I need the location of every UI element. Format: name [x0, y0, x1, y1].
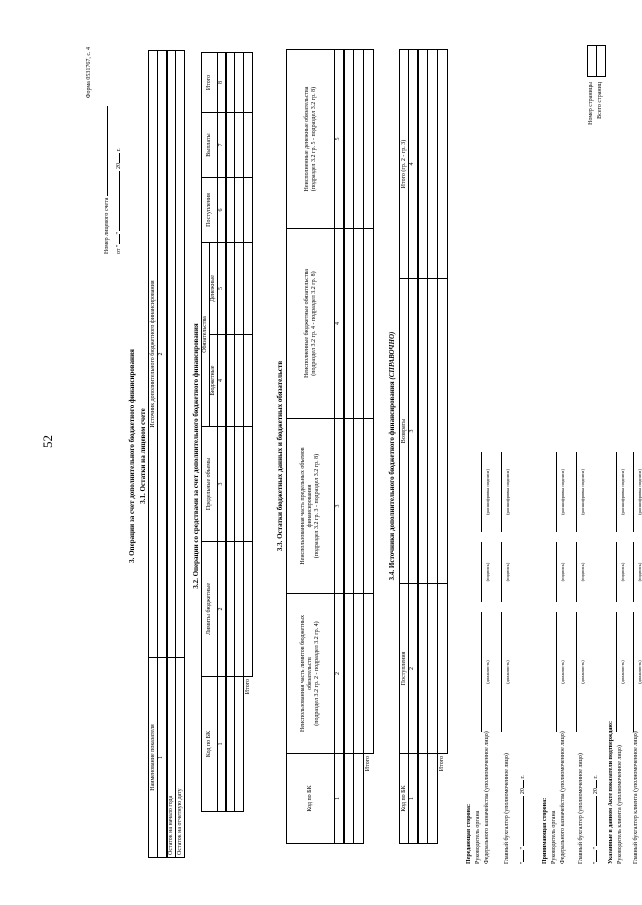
sig-signature-5: (подпись) — [613, 542, 625, 602]
s31-num-1: 1 — [158, 658, 167, 858]
s33-title: 3.3. Остатки бюджетных данных и бюджетных обязательств — [276, 360, 284, 552]
sig-decoding-2: (расшифровка подписи) — [498, 452, 510, 532]
s31-table — [148, 50, 185, 858]
form-code: Форма 0531767, с. 4 — [86, 47, 92, 99]
account-number-label: Номер лицевого счета — [104, 106, 111, 254]
chief-acc-client: Главный бухгалтер клиента (уполномоченное лицо) — [633, 731, 639, 864]
s32-head-code: Код по БК — [202, 677, 218, 812]
sig-signature-3: (подпись) — [553, 542, 565, 602]
rotated-document — [68, 40, 642, 872]
s34-itogo: Итого — [439, 756, 446, 772]
s32-head-limits: Лимиты бюджетные — [202, 542, 218, 677]
s34-head-total: Итого (гр. 2 - гр. 3) — [400, 50, 409, 279]
s32-head-volumes: Предельные объемы — [202, 427, 218, 542]
chief-acc-1: Главный бухгалтер (уполномоченное лицо) — [504, 753, 510, 864]
sig-signature-4: (подпись) — [573, 542, 585, 602]
s32-head-total: Итого — [202, 53, 218, 113]
confirm-label: Указанные в данном Акте показатели подтверждаю: — [608, 720, 614, 864]
sig-position-1: (должность) — [478, 612, 490, 732]
s33-head-c4: Неисполненные бюджетные обязательства (подраздел 3.2 гр. 4 - подраздел 3.2 гр. 8) — [287, 229, 335, 419]
s32-head-budget: Бюджетные — [210, 335, 218, 427]
s31-row-start: Остаток на начало года — [167, 658, 176, 858]
sig-signature-2: (подпись) — [498, 542, 510, 602]
s34-head-code: Код по БК — [400, 754, 409, 844]
sig-decoding-6: (расшифровка подписи) — [630, 452, 642, 532]
s31-head-1: Наименование показателя — [149, 658, 158, 858]
sig-position-2: (должность) — [498, 612, 510, 732]
page-number: 52 — [40, 435, 55, 448]
head-client: Руководитель клиента (уполномоченное лицо) — [617, 745, 623, 864]
receiving-label: Принимающая сторона: — [542, 797, 548, 864]
fed-treasury-1: Федерального казначейства (уполномоченное лицо) — [484, 731, 490, 864]
sig-decoding-1: (расшифровка подписи) — [478, 452, 490, 532]
sig-position-6: (должность) — [630, 612, 642, 732]
s32-head-receipts: Поступления — [202, 178, 218, 243]
s34-title: 3.4. Источники дополнительного бюджетного финансирования (СПРАВОЧНО) — [388, 331, 396, 581]
sig-position-5: (должность) — [613, 612, 625, 732]
s32-head-payments: Выплаты — [202, 113, 218, 178]
sig-decoding-5: (расшифровка подписи) — [613, 452, 625, 532]
sig-decoding-4: (расшифровка подписи) — [573, 452, 585, 532]
total-pages-label: Всего страниц — [597, 82, 603, 119]
page-no-label: Номер страницы — [588, 82, 594, 125]
s32-itogo: Итого — [245, 679, 252, 695]
chief-acc-2: Главный бухгалтер (уполномоченное лицо) — [578, 753, 584, 864]
s33-table: Код по БК Неиспользованная часть лимитов бюджетных обязательств (подраздел 3.2 гр. 2 - подраздел 3.2 гр. 4) Неиспользованная часть предельных объемов финансирования (подраздел 3.2 гр. 3 - подраздел 3.2 гр. 8) Неисполненные бюджетные обязательства (подраздел 3.2 гр. 4 - подраздел 3.2 гр. 8) Неисполненные денежные обязательства (подраздел 3.2 гр. 5 - подраздел 3.2 гр. 8) 1 2 3 4 5 Итого — [286, 49, 374, 844]
s31-num-2: 2 — [158, 51, 167, 658]
sig-signature-1: (подпись) — [478, 542, 490, 602]
date-line-2: "" 20 г. — [593, 775, 599, 864]
fed-treasury-2: Федерального казначейства (уполномоченное лицо) — [560, 731, 566, 864]
s32-title: 3.2. Операции со средствами за счет дополнительного бюджетного финансирования — [192, 323, 200, 589]
date-line: от "" 20 г. — [116, 148, 122, 254]
s31-head-2: Источник дополнительного бюджетного финансирования — [149, 51, 158, 658]
date-line-1: "" 20 г. — [520, 775, 526, 864]
s31-title: 3.1. Остатки на лицевом счете — [139, 408, 147, 504]
s33-head-c5: Неисполненные денежные обязательства (подраздел 3.2 гр. 5 - подраздел 3.2 гр. 8) — [287, 50, 335, 229]
s32-head-obligations: Обязательства — [202, 243, 210, 427]
transmitting-label: Передающая сторона: — [466, 803, 472, 864]
s32-table: Код по БК Лимиты бюджетные Предельные объемы Обязательства Поступления Выплаты Итого Бюджетные Денежные 1 2 3 4 5 6 7 8 Итого — [201, 52, 253, 812]
s33-head-code: Код по БК — [287, 754, 335, 844]
s33-itogo: Итого — [365, 756, 372, 772]
sig-decoding-3: (расшифровка подписи) — [553, 452, 565, 532]
s34-table: Код по БК Поступления Возвраты Итого (гр. 2 - гр. 3) 1 2 3 4 Итого — [399, 49, 448, 844]
s34-head-refunds: Возвраты — [400, 279, 409, 584]
s31-row-report: Остаток на отчетную дату — [176, 658, 185, 858]
s34-head-receipts: Поступления — [400, 584, 409, 754]
s32-head-monetary: Денежные — [210, 243, 218, 335]
sig-position-4: (должность) — [573, 612, 585, 732]
section3-title: 3. Операции за счет дополнительного бюджетного финансирования — [128, 349, 136, 563]
s33-head-c3: Неиспользованная часть предельных объемов финансирования (подраздел 3.2 гр. 3 - подраздел 3.2 гр. 8) — [287, 419, 335, 594]
total-pages-box[interactable] — [596, 45, 606, 77]
sig-signature-6: (подпись) — [630, 542, 642, 602]
s33-head-c2: Неиспользованная часть лимитов бюджетных обязательств (подраздел 3.2 гр. 2 - подраздел 3.2 гр. 4) — [287, 594, 335, 754]
head-org-1: Руководитель органа — [475, 810, 481, 864]
sig-position-3: (должность) — [553, 612, 565, 732]
head-org-2: Руководитель органа — [551, 810, 557, 864]
